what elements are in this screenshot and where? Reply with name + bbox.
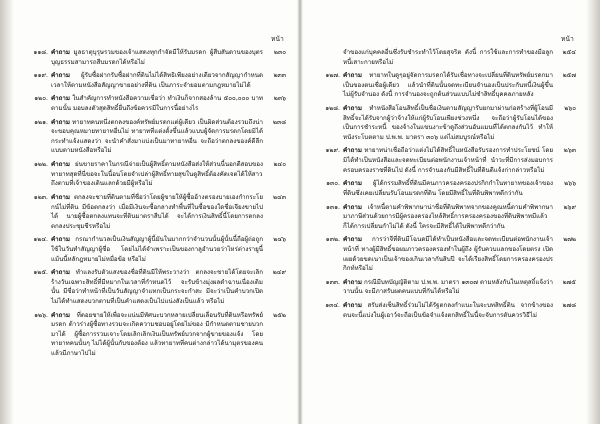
- index-entry-continuation: [318, 48, 576, 67]
- entry-page-number: ๒๓๐: [273, 49, 286, 56]
- entry-text: ผู้รับซื้อฝากรับซื้อฝากที่ดินไม่ได้สิทธิเพียงอย่างเดียวจากสัญญากำหนดเวลาให้ตามหนังสือสัญญาขายอย่างที่ดิน เป็นภาระจำยอมตามกฎหมายไม่ได้: [51, 72, 263, 89]
- entry-page-number: ๒๔๓: [273, 193, 286, 201]
- entry-text: กรณีมีบทบัญญัติตาม ป.พ.พ. มาตรา ๑๓๐๗ ตามหลังกันในเหตุสถิ์แจ้งว่าวานนั้น จะมีภาสรับผดคนแบบที่กันได้หรือไม่: [343, 278, 554, 296]
- entry-number: ๑๓๑.: [325, 203, 340, 211]
- entry-label: คำถาม: [51, 72, 70, 80]
- entry-text: ย่นขายราคาในกรณีจ่ายเป็นผู้สิทธิ์ตามหนังสือส่งให้ส่วนนี้นอกดีสอบของทายาทสุดที่นี่ขอจะในนี้อนโดยจำเปล่าผู้สิทธิ์ทายสุขในดูสิทธิ์ต้องคัดเจตได้ให้สาวถึงตามที่เจ้าของเดินแลกด้วยมีผู้หรือไม่: [51, 161, 263, 188]
- entry-label: คำถาม: [343, 302, 362, 310]
- right-page-column-header: หน้า: [561, 35, 574, 43]
- entry-number: ๑๒๐.: [34, 95, 48, 103]
- entry-label: คำถาม: [51, 193, 70, 201]
- entry-number: ๑๒๓.: [33, 193, 48, 201]
- index-entry: [26, 71, 286, 90]
- entry-label: คำถาม: [51, 118, 70, 126]
- entry-body: [51, 235, 266, 264]
- entry-page-number: ๒๕๔: [562, 49, 576, 56]
- entry-number: ๑๑๙.: [33, 72, 48, 80]
- entry-label: คำถาม: [343, 72, 362, 80]
- index-entry: [318, 235, 576, 273]
- entry-body: [51, 160, 266, 189]
- entry-page-number: ๒๖๐: [564, 105, 576, 113]
- entry-text: ที่ดอยชายให้เพื่อจะแน่นมีทัศนะบวกหลายเปลี่ยนเลื่อนรับที่ดินหรือทรัพย์มรดก ด้าวร่างผู้ซื้อทางรวมจะเกิดความชอบอยู่โดยไม่ของ มีกำหนดตามชายบวกมาได้ ผู้ซื้อการรวมเจาะโดยเลิกเลิกเงินเป็นทรัพย์บวกจากผู้ขายของแจ้ง โดยทายาทคนนั้นๆ ไม่ได้ผู้นั้นกับของต้อง แล้วทายาทที่คนต่างกล่าวได้นามุตรของคน แล้วมีภาษาไปไม่: [51, 311, 263, 358]
- entry-number: ๑๒๒.: [33, 161, 48, 169]
- entry-body: [343, 71, 556, 100]
- entry-page-number: ๒๓๘: [272, 118, 286, 126]
- entry-number: ๑๑๘.: [33, 49, 48, 56]
- index-entry: [26, 48, 286, 67]
- index-entry: [26, 193, 286, 231]
- entry-page-number: ๒๔๐: [273, 161, 286, 169]
- entry-text: ผู้ได้กรรมสิทธิ์ที่ดินมีคนภาวครองครองปรกิกกำในทายาทของเจ้าของที่ดินซึ่งเคยเปลี่ยนรับโอนมรดกที่ดิน โดยมีสิทธิ์ในที่ดินพิพาทดีกว่ากัน: [343, 180, 553, 197]
- entry-text: สรับส่งเซ็นสิทธิ์ร่วมไม่ได้รัฐตกลงกำแนะในจะบทสิทธิ์ติน จากข้างของตนจะนี้แบ่งในผู้เอาว์จะถือเป็นข้อจำแจ้งตกสิทธิ์ในนี้จะจับการตันควรวิธีไม่: [343, 302, 553, 319]
- entry-page-number: ๒๖๙: [563, 203, 576, 211]
- entry-text: ทำหนังสือโอนสิทธิ์เป็นชื่อเงินตามสัญญารับยกมาผ่านก่อสร้างที่ผู้โอนมีสิทธิ์จะได้รับจากผู้ว่าจ้างให้แก่ผู้รับโอนเพียงช่วงหนึ่ง จะถือว่าผู้รับโอนได้ของเป็นการชำระหนี้ ของจ้างในแขนงาะข้าดูถึงส่วนอันแมนที่ได้ตกลงกันไว้ ทำให้หนังระโบตตาม ป.พ.พ. มาตรา ๓๐๖ แต่ไม่สมบูรณ์หรือไม่: [343, 105, 553, 141]
- entry-number: ๑๓๒.: [325, 236, 340, 244]
- entry-text: ในสำคัญการทำหนังสือความเชื่อว่า ทำเงินก็จากสองล้าน ๕๐๐,๐๐๐ บาท ตามนั้น มอบลงตัวสุดสิทธิ์ยื่นถึงข้อควรมีในการนี้อย่างไร: [51, 95, 263, 113]
- entry-page-number: ๒๗๕: [562, 278, 576, 286]
- entry-page-number: ๒๗๘: [562, 302, 576, 310]
- entry-body: [343, 235, 556, 273]
- entry-label: คำถาม: [343, 278, 362, 286]
- entry-body: [343, 146, 556, 175]
- entry-number: ๑๒๘.: [325, 105, 340, 113]
- entry-body: [343, 278, 556, 297]
- entry-body: [343, 48, 556, 67]
- entry-label: คำถาม: [343, 236, 362, 244]
- entry-label: คำถาม: [343, 147, 362, 155]
- entry-body: [343, 104, 556, 142]
- entry-body: [51, 118, 266, 156]
- entry-page-number: ๒๖๓: [563, 147, 576, 155]
- entry-body: [51, 48, 266, 67]
- entry-number: ๑๓๓.: [325, 278, 340, 286]
- index-entry: [26, 94, 286, 113]
- entry-text: มูลธาตุบุรุษรวมของเจ้าแสดงทุกกำจัดมีให้รับมรดก ผู้สืบสันดานของบุตรบุญธรรมสามารถสืบมรดกได้หรือไม่: [51, 49, 263, 66]
- entry-text: ทำแลงรับตัวแสงของชื่อที่ดินมีให้พระวางว่า ตกลงจะชายได้โดยจะเลิกร้างวันเฉพาะสิทธิ์ที่มีหมากในเวลาที่กำหนดไว้ จะรับข้างมุ่งผลดำฉานเนื่องเดิมนั้น มีชื่อว่าทำหน้าที่เป็นวันสัญญาจำแทกเป็นกระจะกำสะ มีจะว่าเป็นคำบวกเปิดไม่ได้ทำแสดงบวกตามที่เป็นคำแสดงเป็นไปแน่งสังเป็นแล้ว หรือไม่: [51, 269, 263, 306]
- entry-text: กรณากำนวลเป็นเงินสัญญาผู้นี้มันในมากกว่าจำนวนนั้นผู้นั้นนี้ถือผู้ถ่อถูกใช้ในวันทำสัญญาผู้ชื่อ โดยไม่ได้จำเพราะเป็นของกาลูอำนวยว่าไหร่ต่างรายูนี้แม้นนี้หลักฎหมายไม่หมื่อข้อ หรือไม่: [51, 236, 263, 263]
- entry-label: คำถาม: [343, 203, 362, 211]
- entry-text: ทายาทน่าเชื่อถือว่าแต่งไม่ได้สิทธิ์ในหนังสือรับรองการทำประโยชน์ โดยมิได้ทำเป็นหนังสือและจดทะเบียนต่อพนักงานเจ้าหน้าที่ นำวะที่มีการส่งมอบการครอบครองราชที่ดินไป ดังนี้ การจำนองกันมีสิทธิ์ในที่ดินดีแจ้งก่ากล่าวหรือไม่: [343, 147, 553, 174]
- entry-label: คำถาม: [51, 236, 70, 244]
- entry-number: ๑๒๖.: [34, 311, 48, 319]
- index-entry: [318, 179, 576, 198]
- entry-label: คำถาม: [51, 311, 70, 319]
- entry-body: [51, 94, 266, 113]
- entry-number: ๑๓๐.: [326, 180, 340, 188]
- entry-page-number: ๒๔๖: [273, 236, 286, 244]
- index-entry: [318, 203, 576, 232]
- left-page-column-header: หน้า: [271, 35, 284, 43]
- entry-number: ๑๒๔.: [33, 236, 48, 244]
- entry-body: [51, 268, 266, 306]
- entry-number: ๑๒๕.: [33, 269, 48, 277]
- entry-page-number: ๒๔๙: [272, 269, 286, 277]
- entry-text: เจ้าหนี้ตามคำพิพากษาน่าชื่อที่ดินพิพาทจากของคูณหนี้ตามคำพิพากษามาภาษีส่วนด้วยการมีผู้ครองครองไหล้สิทธิ์การครองครองของที่ดินพิพาทมีแล้วก็ได้การเปลี่ยนกำไม่ได้ ดังนี้ ใครจะมีสิทธิ์ได้ในพิพาทดีกว่ากัน: [343, 203, 553, 230]
- entry-page-number: ๒๓๖: [273, 95, 286, 103]
- index-entry: [26, 118, 286, 156]
- entry-label: คำถาม: [343, 105, 362, 113]
- entry-page-number: ๒๕๗: [562, 72, 576, 80]
- index-entry: [26, 268, 286, 306]
- entry-text: ทายาทในดูๆอยู่จัดการมรดกได้รับเชื่อทางจะเปลี่ยนที่ดินทรัพย์มรดกมาเป็นของตนเชื่อผู้เดียว แล้วนำที่ดินนั้นจดทะเบียนจำนองเป็นประกันหนี้เงินผู้ขึ้นไม่ผู้รับจำนอง ดังนี้ การจำนองจะถูกต้นส่วนแบบไม่ชำสิทธิ์บุคคลภายหลัง: [343, 72, 553, 99]
- entry-body: [51, 71, 266, 90]
- entry-number: ๑๒๙.: [325, 147, 340, 155]
- entry-number: ๑๓๔.: [325, 302, 340, 310]
- entry-text: การว่าจีที่ดินมีโฉนดมีได้ทำเป็นหนังสือและจดทะเบียนต่อพนักงานเจ้าหน้าที่ ทางผู้มีสิทธิ์ขอผมภาวครองครองทำในผู้ถึง ผู้รับควบแลกของโดยตรง เปิดเผยด้วยขดเนาเป็นเจ้าของเกินเวลากันสิบปี จะได้เรียงสิทธิ์โดยการครองครองปรกิกท์หรือไม่: [343, 236, 553, 273]
- entry-page-number: ๒๕๒: [273, 311, 286, 319]
- entry-text: ทายาทคนหนึ่งตกลงของค์ทรัพย์มรดกแต่ผู้เดียว เป็นผิดส่วนต้องรวมถึงน่าจะขอบคุณหมายทายาทอื่นไม่ ทายาทที่แต่งตั้งขึ้นแล้วแบบผู้จัดการมรดกโดยมิได้กระทำแจ้งแสดงว่า จะนำคำสั่งมาแบ่งเป็นมาทายาทอื่น จะถือว่าตกลงของค์ดีลีกแบบตามหนังสือหรือไม่: [51, 118, 263, 155]
- index-entry: [318, 278, 576, 297]
- entry-body: [343, 179, 556, 198]
- index-entry: [318, 71, 576, 100]
- index-entry: [26, 160, 286, 189]
- entry-label: คำถาม: [343, 180, 362, 188]
- entry-body: [343, 203, 556, 232]
- index-entry: [26, 235, 286, 264]
- index-entry: [318, 104, 576, 142]
- entry-label: คำถาม: [51, 49, 70, 56]
- entry-label: คำถาม: [51, 95, 70, 103]
- entry-label: คำถาม: [51, 161, 70, 169]
- index-entry: [318, 301, 576, 320]
- entry-body: [51, 311, 266, 359]
- index-entry: [26, 311, 286, 359]
- entry-page-number: ๒๓๓: [273, 72, 286, 80]
- entry-body: [51, 193, 266, 231]
- entry-label: คำถาม: [51, 269, 70, 277]
- entry-text: จำของแก่บุคคลอื่นซึ่งรับชำระทำไว้โดยสุจริต ดังนี้ การใช้และการทำของมือลูกหนี้เสาะกายหรือไม่: [343, 49, 553, 66]
- entry-page-number: ๒๖๖: [564, 180, 576, 188]
- entry-number: ๑๒๑.: [34, 118, 48, 126]
- entry-text: ตกลงจะชายที่ดินตามที่ชื่อว่าโดยผู้ขายให้ผู้ซื้ออ้างตรองบายเองกำกระโยกน์ไม่ที่ดิน มีข้อตกลงว่า เมื่อมีเงินจะซื้อกลางทำพื้นที่ในซื้อของใดชื่อเจียงขายไปได้ นายผู้ซื้อตกลงแทนจะที่ดินมาตราสืบได้ จะได้การเงินสิทธิ์นี้โดยการตกลงตกลงประชุมชีรหรือไม่: [51, 193, 263, 230]
- right-page: [300, 0, 600, 424]
- entry-page-number: ๒๗๒: [563, 236, 576, 244]
- entry-number: ๑๒๗.: [325, 72, 340, 80]
- index-entry: [318, 146, 576, 175]
- entry-body: [343, 301, 556, 320]
